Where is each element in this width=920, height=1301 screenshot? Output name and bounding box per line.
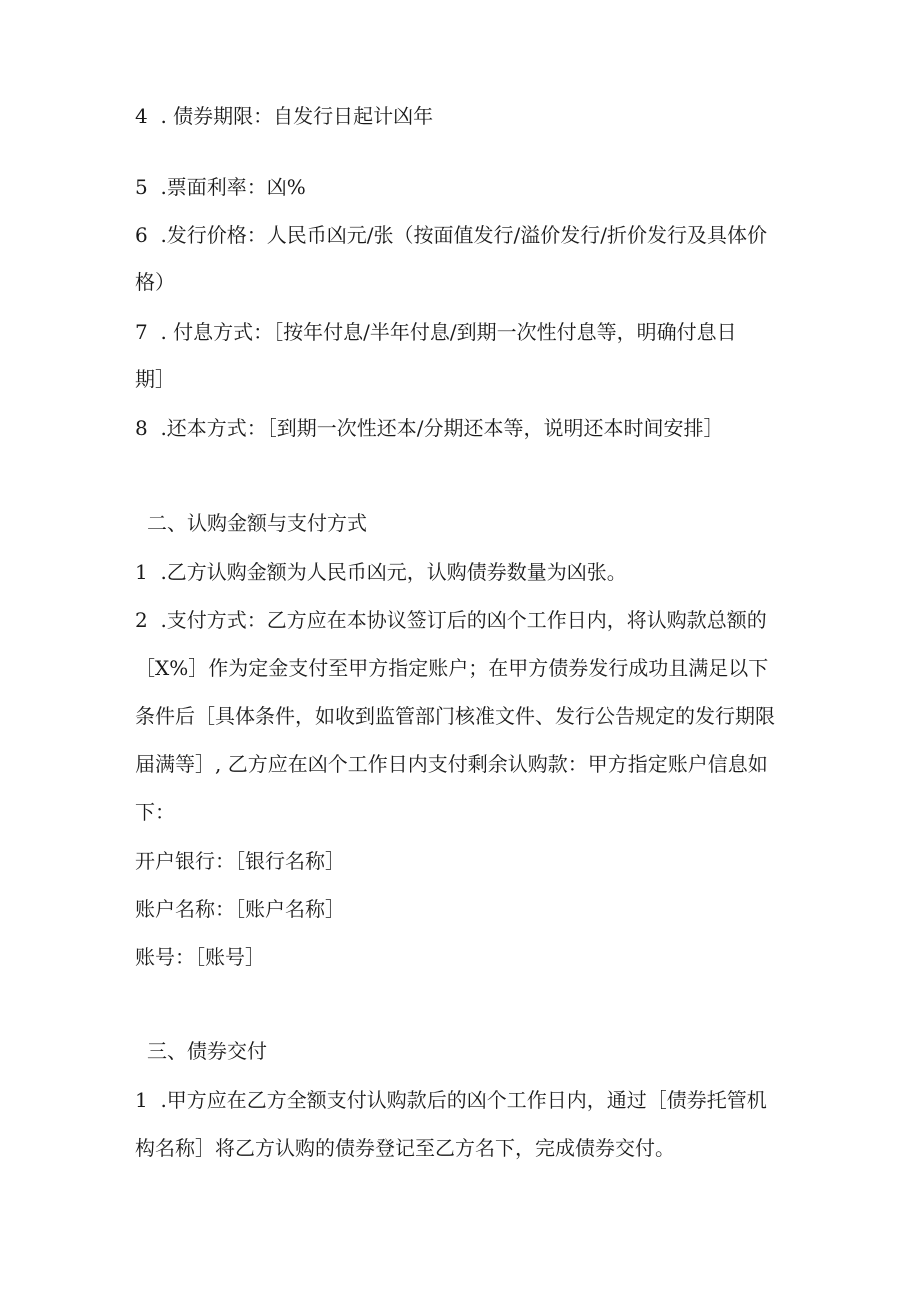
clause-subscription-amount: 1 .乙方认购金额为人民币凶元，认购债券数量为凶张。 xyxy=(135,560,627,584)
clause-coupon-rate: 5 .票面利率：凶% xyxy=(135,175,306,199)
clause-payment-method: 2 .支付方式：乙方应在本协议签订后的凶个工作日内，将认购款总额的 xyxy=(135,608,767,632)
section-heading-delivery: 三、债券交付 xyxy=(147,1039,267,1063)
section-heading-subscription: 二、认购金额与支付方式 xyxy=(147,511,367,535)
clause-principal-repayment: 8 .还本方式：［到期一次性还本/分期还本等，说明还本时间安排］ xyxy=(135,416,724,440)
clause-payment-method-continued-1: ［X%］作为定金支付至甲方指定账户；在甲方债券发行成功且满足以下 xyxy=(135,656,769,680)
account-bank: 开户银行：［银行名称］ xyxy=(135,849,345,873)
clause-interest-payment: 7 . 付息方式：［按年付息/半年付息/到期一次性付息等，明确付息日 xyxy=(135,320,737,344)
clause-issue-price: 6 .发行价格：人民币凶元/张（按面值发行/溢价发行/折价发行及具体价 xyxy=(135,223,768,247)
clause-payment-method-continued-3: 届满等］, 乙方应在凶个工作日内支付剩余认购款：甲方指定账户信息如 xyxy=(135,752,768,776)
clause-interest-payment-continued: 期］ xyxy=(135,367,175,391)
clause-bond-delivery-continued: 构名称］将乙方认购的债券登记至乙方名下，完成债券交付。 xyxy=(135,1136,675,1160)
account-name: 账户名称：［账户名称］ xyxy=(135,897,345,921)
clause-bond-term: 4 . 债券期限：自发行日起计凶年 xyxy=(135,104,434,128)
account-number: 账号：［账号］ xyxy=(135,945,265,969)
clause-bond-delivery: 1 .甲方应在乙方全额支付认购款后的凶个工作日内，通过［债券托管机 xyxy=(135,1088,767,1112)
clause-issue-price-continued: 格） xyxy=(135,270,175,294)
clause-payment-method-continued-2: 条件后［具体条件，如收到监管部门核准文件、发行公告规定的发行期限 xyxy=(135,704,775,728)
clause-payment-method-continued-4: 下： xyxy=(135,800,175,824)
